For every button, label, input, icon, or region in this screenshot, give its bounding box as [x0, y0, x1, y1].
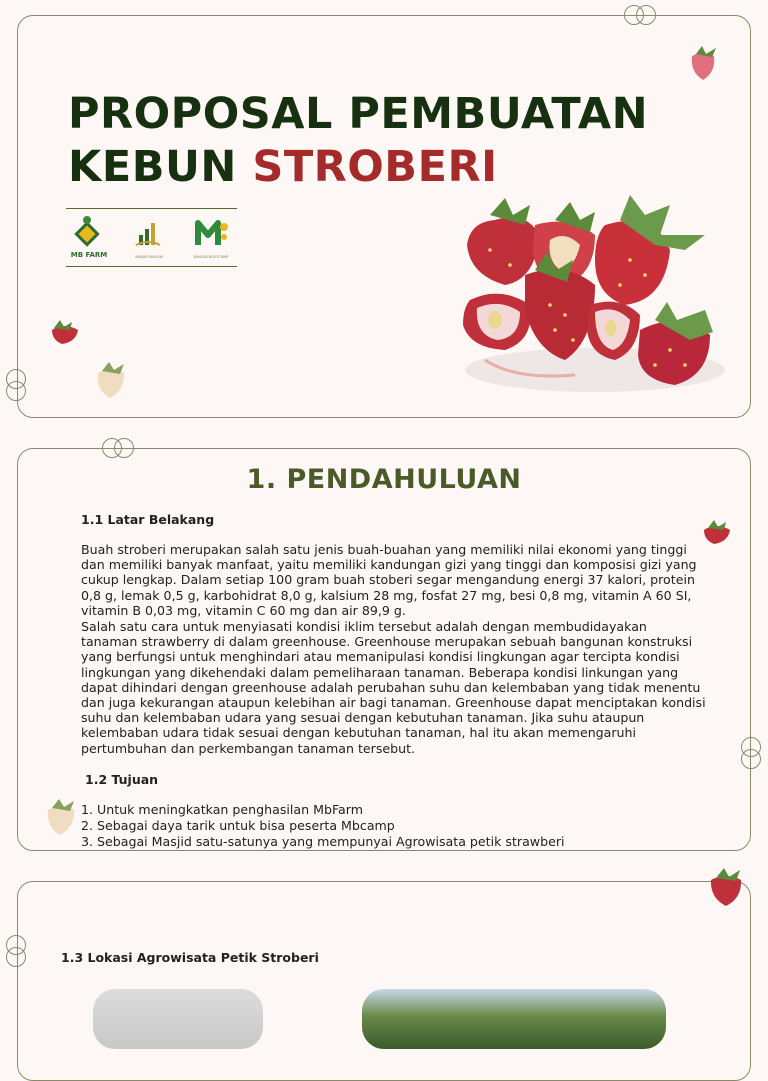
goals-list [81, 802, 565, 850]
mb-farm-logo-label: MB FARM [70, 251, 108, 259]
binder-rings-icon [624, 5, 658, 25]
location-photo [362, 989, 666, 1049]
list-item: 2. Sebagai daya tarik untuk bisa peserta Mbcamp [81, 818, 395, 833]
binder-rings-icon [6, 369, 26, 403]
masjid-muslim-logo-label: MASJID MUSLIM [135, 255, 163, 259]
strawberry-icon [686, 42, 720, 82]
subheading-tujuan: 1.2 Tujuan [85, 772, 159, 787]
partner-logos [66, 208, 237, 267]
muslim-bootcamp-logo-label: MUSLIM BOOTCAMP [193, 255, 229, 259]
strawberry-icon [706, 864, 746, 908]
strawberry-illustration [455, 190, 730, 400]
list-item: 3. Sebagai Masjid satu-satunya yang mempunyai Agrowisata petik strawberi [81, 834, 565, 849]
location-photo [93, 989, 263, 1049]
white-strawberry-icon [43, 795, 79, 837]
lokasi-card [17, 881, 751, 1081]
binder-rings-icon [741, 737, 761, 771]
page-title [68, 88, 648, 194]
list-item: 1. Untuk meningkatkan penghasilan MbFarm [81, 802, 363, 817]
mb-farm-logo [66, 215, 112, 259]
binder-rings-icon [6, 935, 26, 969]
subheading-latar-belakang: 1.1 Latar Belakang [81, 512, 215, 527]
section-heading: 1. PENDAHULUAN [246, 464, 522, 495]
strawberry-icon [48, 318, 82, 346]
title-line-1: PROPOSAL PEMBUATAN [68, 89, 649, 139]
muslim-bootcamp-logo [188, 215, 234, 259]
title-line-2-accent: STROBERI [252, 142, 498, 192]
white-strawberry-icon [93, 358, 129, 400]
masjid-muslim-logo [126, 215, 172, 259]
subheading-lokasi: 1.3 Lokasi Agrowisata Petik Stroberi [61, 950, 319, 965]
paragraph-nutrition: Buah stroberi merupakan salah satu jenis buah-buahan yang memiliki nilai ekonomi yang tinggi dan memiliki banyak manfaat, yaitu memiliki kandungan gizi yang tinggi dan komposisi gizi yang cukup lengkap. Dalam setiap 100 gram buah stoberi segar mengandung energi 37 kalori, protein 0,8 g, lemak 0,5 g, karbohidrat 8,0 g, kalsium 28 mg, fosfat 27 mg, besi 0,8 mg, vitamin A 60 SI, vitamin B 0,03 mg, vitamin C 60 mg dan air 89,9 g. [81, 542, 697, 618]
binder-rings-icon [102, 438, 136, 458]
strawberry-icon [700, 518, 734, 546]
title-line-2-prefix: KEBUN [68, 142, 253, 192]
paragraph-greenhouse: Salah satu cara untuk menyiasati kondisi iklim tersebut adalah dengan membudidayakan tanaman strawberry di dalam greenhouse. Greenhouse merupakan sebuah bangunan konstruksi yang berfungsi untuk menghindari atau memanipulasi kondisi lingkungan agar tercipta kondisi lingkungan yang dikehendaki dalam pemeliharaan tanaman. Beberapa kondisi linkungan yang dapat dihindari dengan greenhouse adalah perubahan suhu dan kelembaban yang tidak menentu dan juga kekurangan ataupun kelebihan air bagi tanaman. Greenhouse dapat menciptakan kondisi suhu dan kelembaban udara yang sesuai dengan kebutuhan tanaman. Jika suhu ataupun kelembaban udara tidak sesuai dengan kebutuhan tanaman, hal itu akan memengaruhi pertumbuhan dan perkembangan tanaman tersebut. [81, 619, 706, 756]
